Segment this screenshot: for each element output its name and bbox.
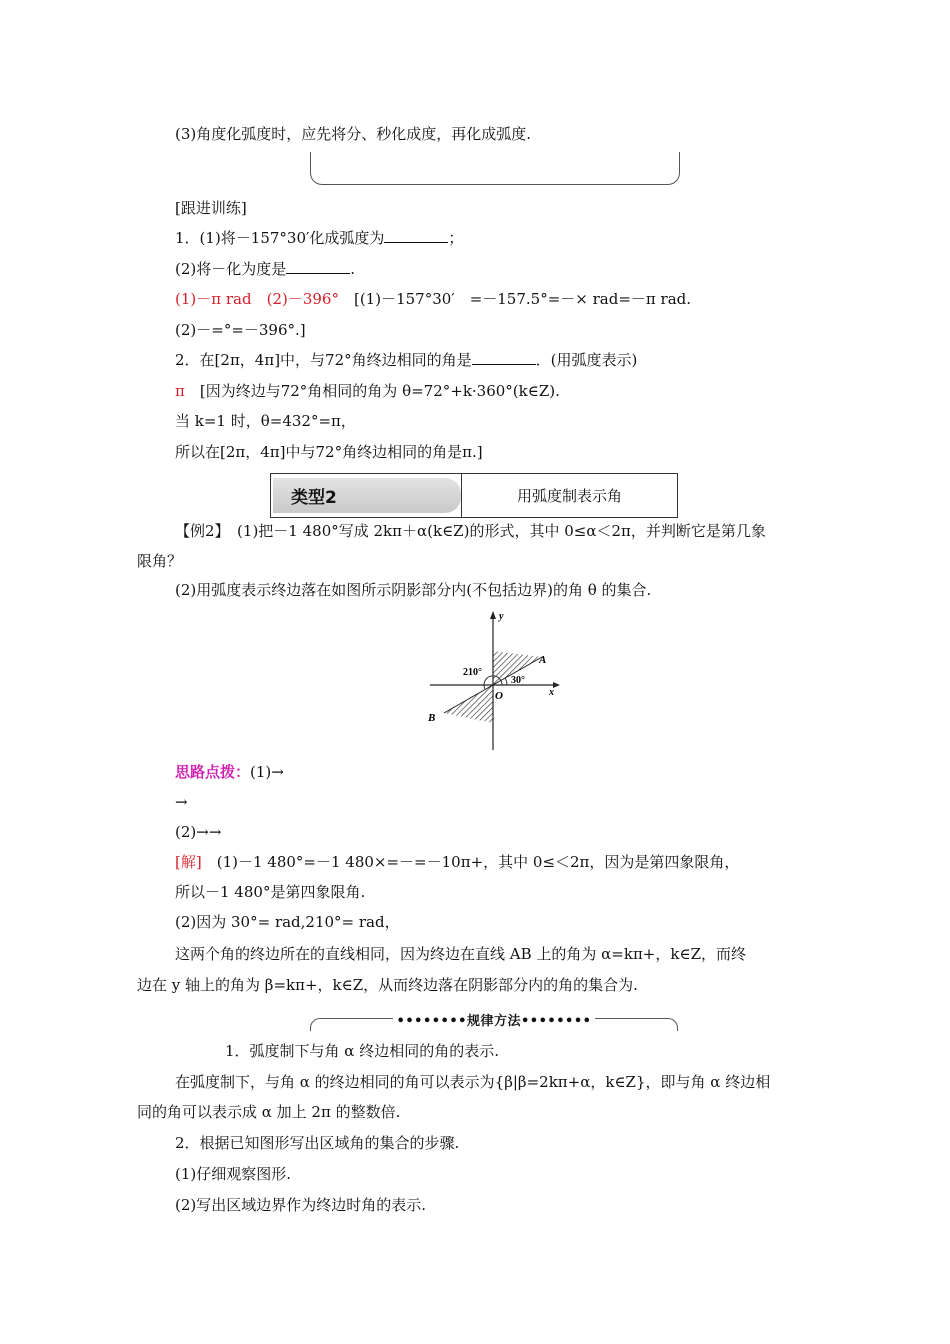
answer-blank (472, 350, 536, 365)
answer-blank (384, 228, 448, 243)
solution-text: (1)－1 480°=－1 480×=－=－10π+，其中 0≤＜2π，因为是第四象限角， (201, 853, 740, 871)
x-axis-label: x (549, 687, 554, 698)
hint-line-3: (2)→→ (175, 823, 222, 841)
rule-line-1: 1．弧度制下与角 α 终边相同的角的表示. (225, 1042, 499, 1060)
question-text: (2)将－化为度是 (175, 260, 287, 278)
question-text: 1．(1)将－157°30′化成弧度为 (175, 229, 385, 247)
solution-label: [解] (175, 853, 202, 871)
x-axis-arrow (553, 682, 560, 688)
rules-method-banner (310, 1012, 678, 1032)
solution-line-5: 边在 y 轴上的角为 β=kπ+，k∈Z，从而终边落在阴影部分内的角的集合为. (137, 976, 638, 994)
answer-2-line-3: 所以在[2π，4π]中与72°角终边相同的角是π.] (175, 443, 483, 461)
rule-line-6: (2)写出区域边界作为终边时角的表示. (175, 1196, 427, 1214)
example-2-line-2: 限角？ (137, 552, 183, 570)
answer-explanation: [(1)－157°30′ =－157.5°=－× rad=－π rad. (338, 290, 692, 308)
note-bracket (310, 152, 680, 185)
answer-highlight: (1)－π rad (2)－396° (175, 290, 339, 308)
answer-2-line-2: 当 k=1 时，θ=432°=π， (175, 412, 356, 430)
hint-label: 思路点拨： (175, 763, 251, 781)
hint-line-1 (175, 762, 284, 782)
angle-210-label: 210° (463, 667, 482, 678)
rule-line-5: (1)仔细观察图形. (175, 1165, 292, 1183)
angle-figure-svg (425, 605, 565, 755)
rule-line-4: 2．根据已知图形写出区域角的集合的步骤. (175, 1134, 460, 1152)
question-text-end: ； (448, 229, 464, 247)
answer-highlight: π (175, 382, 185, 400)
shaded-region-lower (444, 685, 493, 723)
answer-2 (175, 381, 560, 401)
y-axis-arrow (490, 611, 496, 619)
answer-1 (175, 289, 691, 309)
section-type-header (270, 473, 678, 518)
question-1-part-2 (175, 259, 355, 279)
type-tag (273, 478, 461, 513)
angle-figure (425, 605, 565, 755)
rule-line-2: 在弧度制下，与角 α 的终边相同的角可以表示为{β|β=2kπ+α，k∈Z}，即与角 α 终边相 (175, 1073, 771, 1091)
origin-label: O (495, 690, 503, 702)
angle-30-label: 30° (511, 675, 525, 686)
point-A-label: A (539, 654, 547, 666)
example-2-line-3: (2)用弧度表示终边落在如图所示阴影部分内(不包括边界)的角 θ 的集合. (175, 581, 652, 599)
practice-heading: [跟进训练] (175, 199, 247, 217)
angle-arc-30 (505, 678, 507, 685)
type-title: 用弧度制表示角 (516, 487, 622, 505)
type-tag-label: 类型2 (291, 488, 337, 508)
solution-line-4: 这两个角的终边所在的直线相同，因为终边在直线 AB 上的角为 α=kπ+，k∈Z，而终 (175, 945, 746, 963)
example-2-line-1: 【例2】 (1)把－1 480°写成 2kπ＋α(k∈Z)的形式，其中 0≤α＜2π，并判断它是第几象 (175, 522, 766, 540)
question-text-end: . (350, 260, 356, 278)
hint-line-2: → (175, 793, 188, 811)
question-2 (175, 350, 637, 370)
point-B-label: B (428, 712, 436, 724)
solution-line-3: (2)因为 30°= rad,210°= rad， (175, 913, 400, 931)
y-axis-label: y (499, 611, 504, 622)
answer-blank (286, 259, 350, 274)
answer-explanation: [因为终边与72°角相同的角为 θ=72°+k·360°(k∈Z). (184, 382, 560, 400)
answer-1-line-2: (2)－=°=－396°.] (175, 321, 306, 339)
solution-line-1 (175, 852, 739, 872)
question-text: 2．在[2π，4π]中，与72°角终边相同的角是 (175, 351, 472, 369)
rule-line-3: 同的角可以表示成 α 加上 2π 的整数倍. (137, 1103, 401, 1121)
question-1-part-1 (175, 228, 463, 248)
question-text-end: ．(用弧度表示) (535, 351, 638, 369)
hint-text: (1)→ (250, 763, 284, 781)
rules-banner-label: ••••••••规律方法•••••••• (310, 1010, 678, 1029)
solution-line-2: 所以－1 480°是第四象限角. (175, 883, 366, 901)
text-line-1: (3)角度化弧度时，应先将分、秒化成度，再化成弧度. (175, 125, 532, 143)
